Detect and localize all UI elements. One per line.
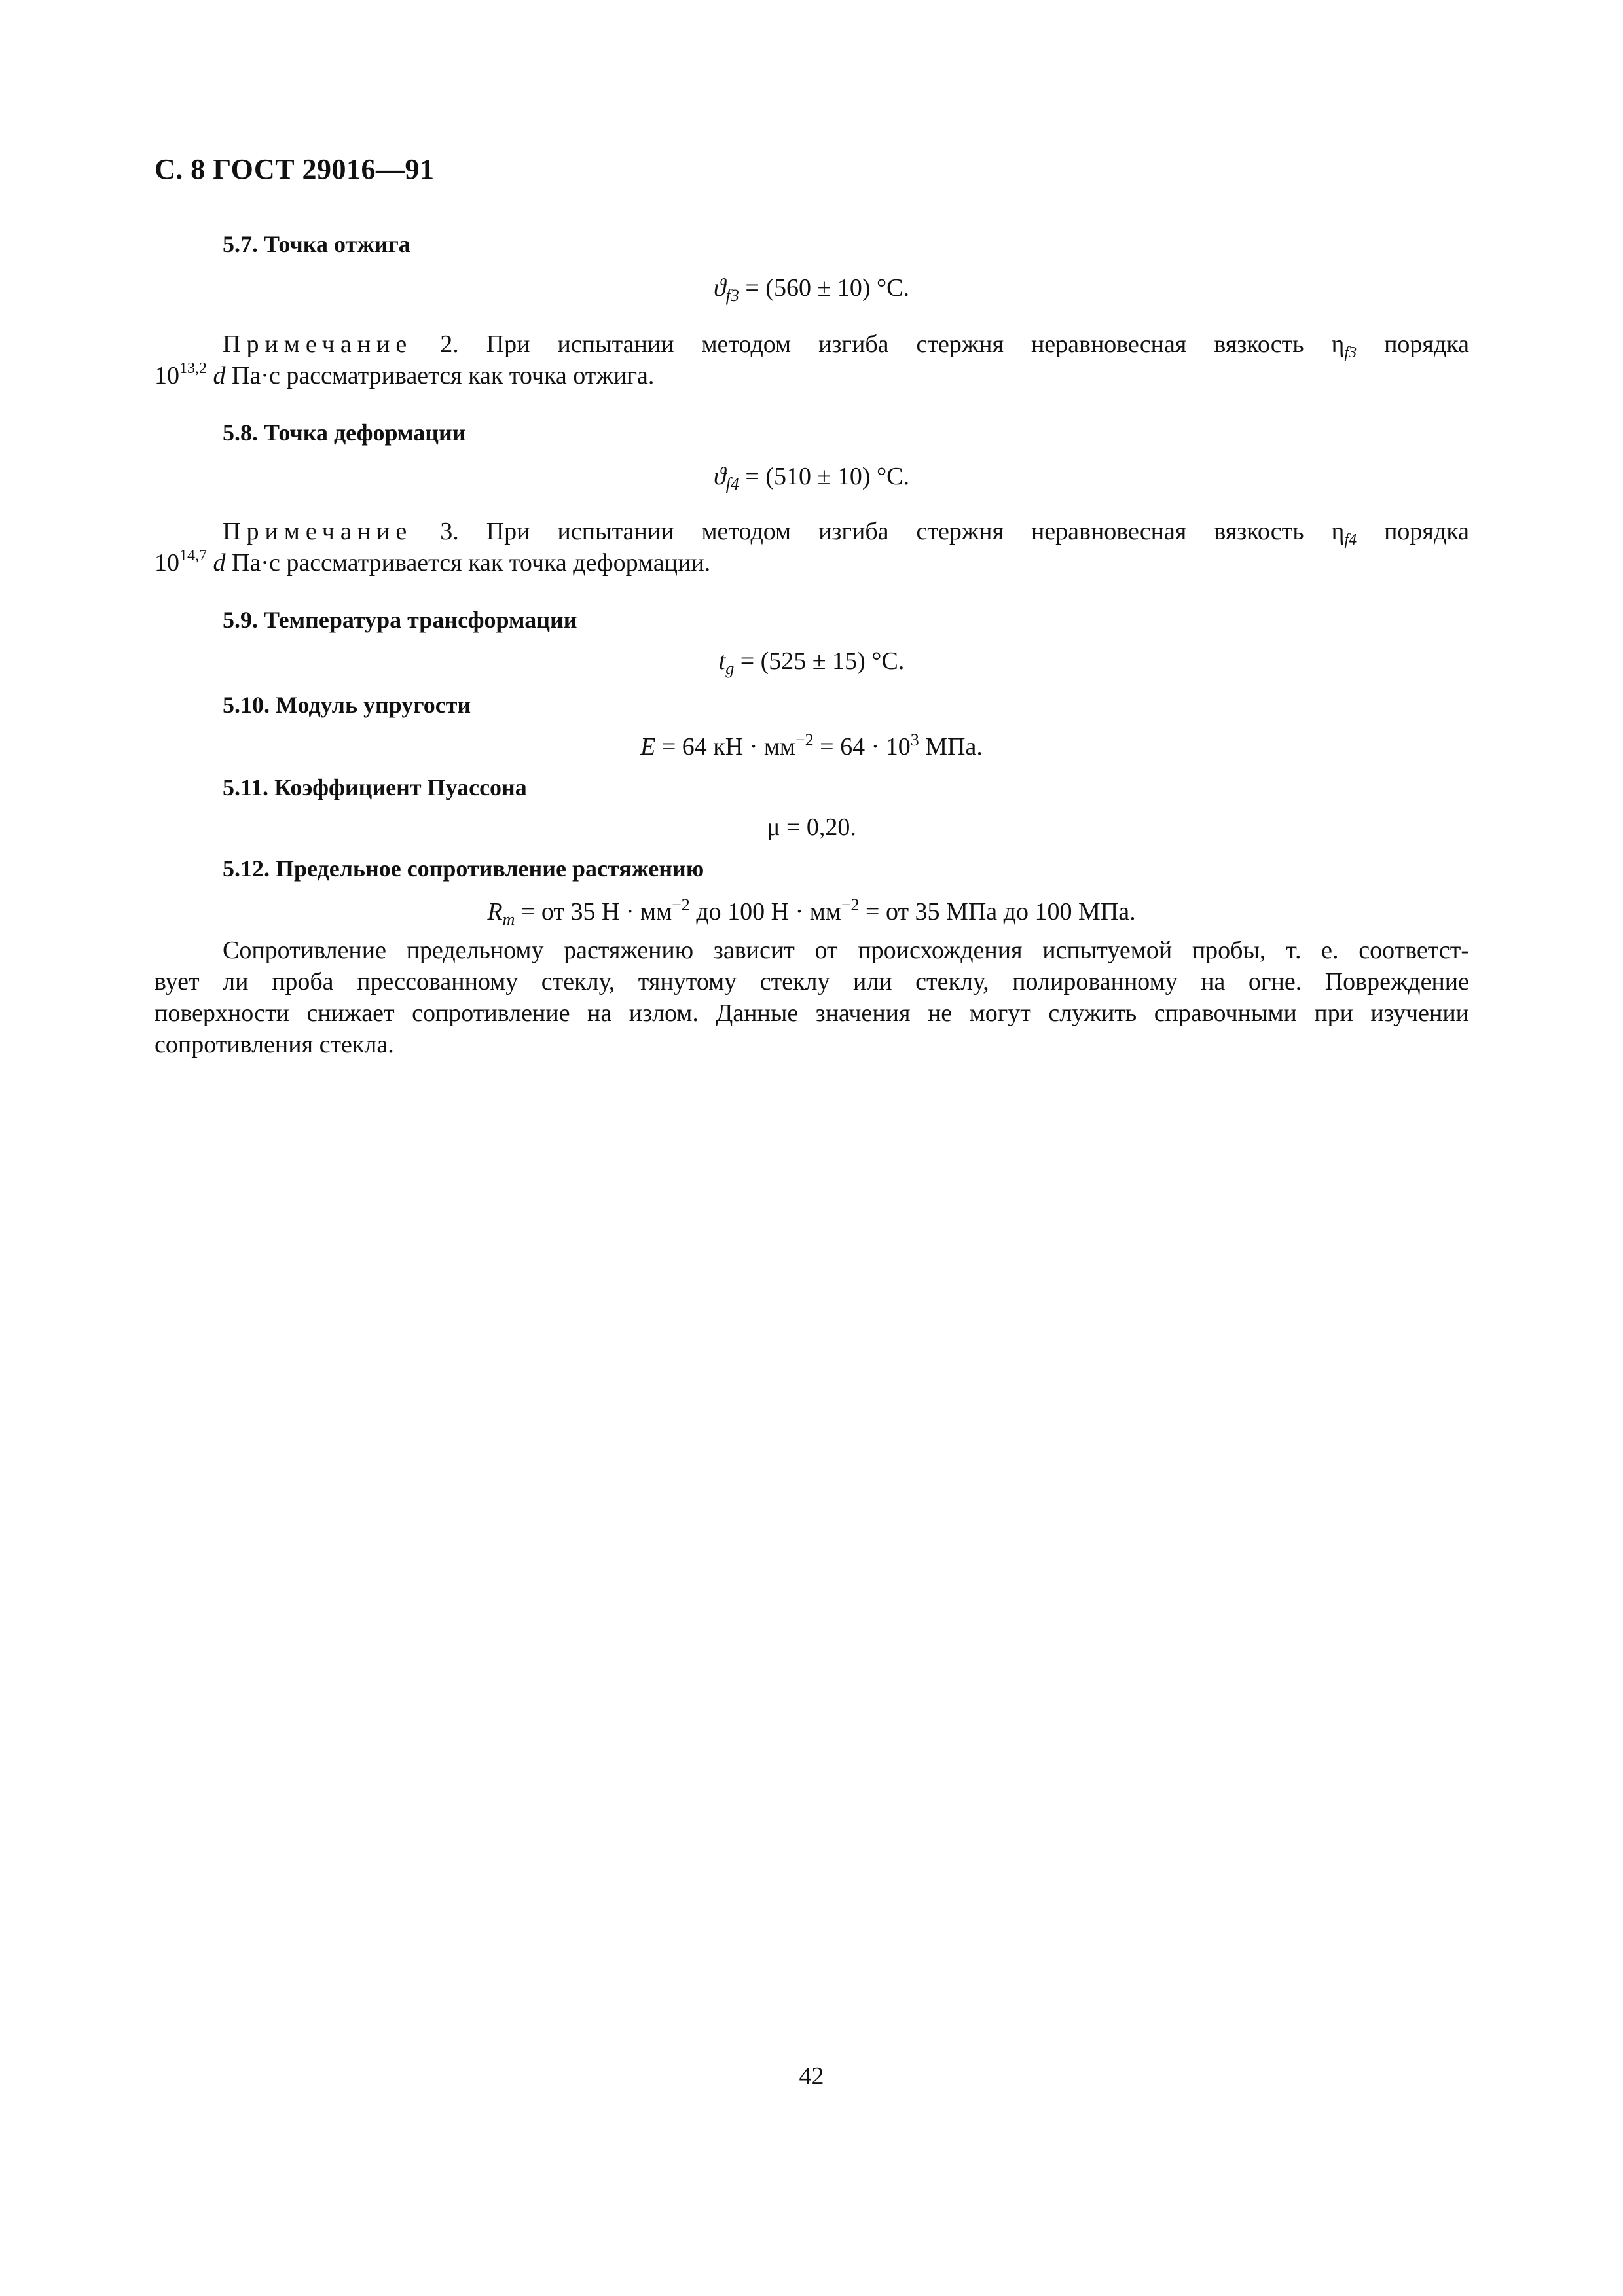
note-2 (155, 329, 1469, 391)
power-base: 10 (155, 362, 179, 389)
paragraph-line: поверхности снижает сопротивление на излом. Данные значения не могут служить справочными при изучении (155, 999, 1469, 1027)
section-5-8-formula (0, 462, 1623, 494)
formula-part-3: МПа. (919, 733, 983, 761)
formula-part-2: до 100 Н · мм (689, 898, 841, 925)
d-symbol: d (207, 549, 226, 577)
formula-sub: f3 (725, 286, 739, 305)
power-exp: 14,7 (179, 547, 207, 564)
section-5-12-heading: 5.12. Предельное сопротивление растяжению (223, 855, 704, 882)
formula-rhs: = (560 ± 10) °С. (739, 274, 910, 302)
power-exp: 13,2 (179, 360, 207, 377)
formula-rhs: = (525 ± 15) °С. (734, 647, 905, 675)
formula-sub: m (502, 910, 515, 929)
formula-var: ϑ (713, 463, 726, 490)
eta-sub: f3 (1344, 344, 1357, 361)
paragraph-line: сопротивления стекла. (155, 1031, 394, 1058)
formula-part-3: = от 35 МПа до 100 МПа. (859, 898, 1136, 925)
formula-exp-2: 3 (910, 730, 919, 749)
note-label: Примечание (223, 518, 413, 545)
formula-exp-1: −2 (672, 895, 690, 914)
section-5-8-heading: 5.8. Точка деформации (223, 420, 466, 446)
formula-var: ϑ (713, 274, 726, 302)
d-symbol: d (207, 362, 226, 389)
section-5-9-heading: 5.9. Температура трансформации (223, 607, 577, 633)
note-text: 3. При испытании методом изгиба стержня неравновесная вязкость η (412, 518, 1345, 545)
formula-sub: g (725, 659, 735, 678)
note-text: 2. При испытании методом изгиба стержня неравновесная вязкость η (412, 331, 1345, 358)
formula-exp-2: −2 (841, 895, 860, 914)
formula-exp-1: −2 (795, 730, 814, 749)
formula-part-2: = 64 · 10 (813, 733, 911, 761)
note-text-2: Па·с рассматривается как точка отжига. (225, 362, 655, 389)
section-5-7-formula (0, 274, 1623, 306)
body-paragraph (155, 935, 1469, 1060)
page-number: 42 (799, 2062, 824, 2090)
formula-sub: f4 (725, 475, 739, 493)
section-5-11-heading: 5.11. Коэффициент Пуассона (223, 774, 527, 800)
note-text-end: порядка (1357, 518, 1469, 545)
power-base: 10 (155, 549, 179, 577)
paragraph-line: Сопротивление предельному растяжению зависит от происхождения испытуемой пробы, т. е. соответст- (223, 937, 1469, 964)
section-5-9-formula (0, 647, 1623, 679)
formula-part-1: = от 35 Н · мм (515, 898, 672, 925)
note-text-end: порядка (1357, 331, 1469, 358)
paragraph-line: вует ли проба прессованному стеклу, тянутому стеклу или стеклу, полированному на огне. Повреждение (155, 968, 1469, 996)
section-5-10-formula (0, 730, 1623, 761)
note-3 (155, 516, 1469, 579)
formula-rhs: = (510 ± 10) °С. (739, 463, 910, 490)
formula-part-1: = 64 кН · мм (655, 733, 795, 761)
section-5-7-heading: 5.7. Точка отжига (223, 231, 410, 257)
formula-var: E (640, 733, 656, 761)
section-5-12-formula (0, 895, 1623, 929)
eta-sub: f4 (1344, 531, 1357, 548)
note-text-2: Па·с рассматривается как точка деформации. (225, 549, 711, 577)
formula-var: t (718, 647, 726, 675)
document-header: С. 8 ГОСТ 29016—91 (155, 153, 435, 185)
section-5-11-formula: μ = 0,20. (767, 814, 856, 841)
note-label: Примечание (223, 331, 413, 358)
formula-var: R (487, 898, 503, 925)
section-5-10-heading: 5.10. Модуль упругости (223, 692, 471, 718)
